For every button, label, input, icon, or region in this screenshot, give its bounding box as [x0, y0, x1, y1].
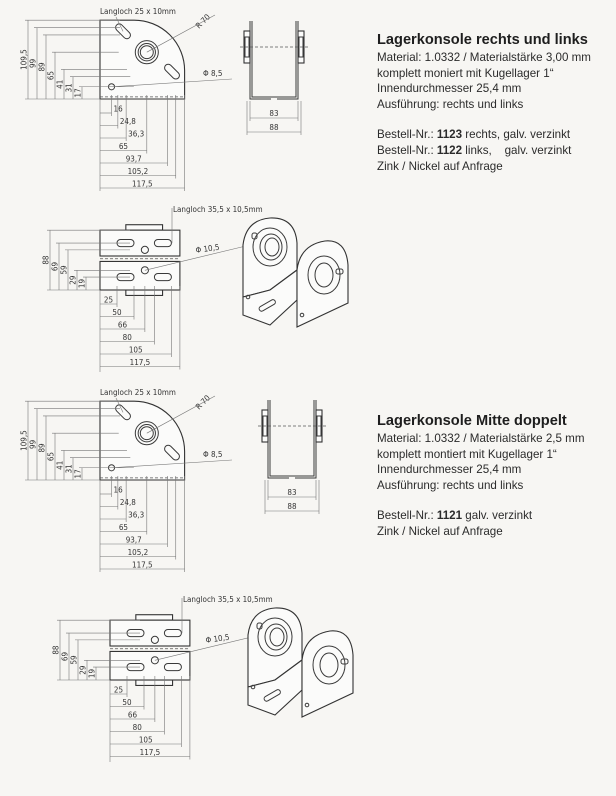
bottom-tab	[126, 290, 163, 295]
vertical-dimension-label: 69	[50, 261, 60, 272]
vertical-dimension-label: 88	[41, 255, 51, 265]
slot-annotation: Langloch 25 x 10mm	[100, 7, 176, 16]
slot-annotation: Langloch 25 x 10mm	[100, 388, 176, 397]
front-upright	[302, 631, 353, 717]
vertical-dimension-label: 65	[46, 452, 56, 462]
finish-note: Zink / Nickel auf Anfrage	[377, 159, 503, 173]
hole-annotation: Φ 8,5	[203, 450, 223, 459]
spec-line: Material: 1.0332 / Materialstärke 3,00 mm	[377, 51, 591, 64]
order-line	[377, 143, 591, 159]
vertical-dimension-label: 41	[55, 79, 65, 89]
horizontal-dimension-label: 16	[113, 104, 123, 114]
vertical-dimension-label: 17	[73, 88, 83, 98]
vertical-dimension-label: 59	[59, 265, 69, 275]
vertical-dimension-label: 89	[37, 62, 47, 72]
horizontal-dimension-label: 66	[127, 710, 138, 720]
vertical-dimension-label: 69	[60, 651, 70, 662]
u-profile-inner	[252, 21, 296, 97]
horizontal-dimension-label: 80	[122, 333, 132, 342]
vertical-dimension-label: 31	[64, 464, 74, 474]
width-dimension-label: 83	[287, 488, 297, 497]
horizontal-dimension-label: 117,5	[131, 179, 153, 189]
horizontal-dimension-label: 66	[117, 320, 128, 330]
horizontal-dimension-label: 117,5	[131, 560, 153, 570]
order-number: 1121	[436, 509, 463, 523]
spec-line: Material: 1.0332 / Materialstärke 2,5 mm	[377, 432, 585, 445]
order-number: 1122	[436, 143, 463, 157]
horizontal-dimension-label: 24,8	[119, 498, 136, 507]
hole-annotation: Φ 8,5	[203, 69, 223, 78]
horizontal-dimension-label: 93,7	[125, 154, 142, 164]
radius-annotation: R 70	[194, 12, 213, 31]
slot-annotation: Langloch 35,5 x 10,5mm	[173, 205, 263, 214]
section-2-text	[377, 412, 584, 540]
order-prefix: Bestell-Nr.:	[377, 128, 437, 142]
isometric-bracket-view	[248, 608, 353, 717]
vertical-dimension-label: 109,5	[19, 430, 29, 451]
width-dimension-label: 88	[287, 502, 297, 511]
horizontal-dimension-label: 24,8	[119, 117, 136, 126]
product-title: Lagerkonsole Mitte doppelt	[377, 413, 567, 429]
horizontal-dimension-label: 117,5	[129, 358, 151, 367]
horizontal-dimension-label: 65	[118, 523, 128, 532]
front-upright	[297, 241, 348, 327]
horizontal-dimension-label: 117,5	[139, 748, 161, 757]
corner-plate-view	[20, 7, 233, 191]
u-profile	[250, 21, 298, 99]
vertical-dimension-label: 29	[68, 275, 78, 285]
u-profile	[268, 400, 316, 478]
vertical-dimension-label: 59	[69, 655, 79, 665]
order-prefix: Bestell-Nr.:	[377, 143, 437, 157]
radius-annotation: R 70	[194, 393, 213, 412]
vertical-dimension-label: 41	[55, 460, 65, 470]
horizontal-dimension-label: 105,2	[127, 167, 149, 176]
order-line	[377, 127, 591, 143]
vertical-dimension-label: 19	[87, 668, 97, 679]
vertical-dimension-label: 89	[37, 443, 47, 453]
spec-line: komplett montiert mit Kugellager 1“	[377, 447, 557, 461]
spec-line: Innendurchmesser 25,4 mm	[377, 463, 522, 477]
order-line	[377, 508, 584, 524]
horizontal-dimension-label: 105,2	[127, 548, 149, 557]
horizontal-dimension-label: 105	[138, 735, 153, 745]
horizontal-dimension-label: 105	[128, 345, 143, 355]
vertical-dimension-label: 17	[73, 469, 83, 479]
side-view	[240, 21, 308, 135]
top-tab	[136, 615, 173, 620]
isometric-bracket-view	[243, 218, 348, 327]
horizontal-dimension-label: 36,3	[128, 129, 145, 139]
slot-annotation: Langloch 35,5 x 10,5mm	[183, 595, 273, 604]
order-prefix: Bestell-Nr.:	[377, 509, 437, 523]
horizontal-dimension-label: 36,3	[128, 510, 145, 520]
spec-line: Innendurchmesser 25,4 mm	[377, 82, 522, 96]
horizontal-dimension-label: 65	[118, 142, 128, 151]
vertical-dimension-label: 109,5	[19, 49, 29, 70]
vertical-dimension-label: 65	[46, 71, 56, 81]
hole-annotation: Φ 10,5	[195, 242, 221, 255]
lower-flange	[110, 651, 190, 680]
horizontal-dimension-label: 25	[103, 295, 114, 305]
horizontal-dimension-label: 50	[122, 698, 132, 707]
vertical-dimension-label: 99	[28, 439, 38, 449]
vertical-dimension-label: 31	[64, 83, 74, 93]
u-bracket-view	[52, 595, 273, 762]
spec-line: komplett moniert mit Kugellager 1“	[377, 66, 554, 80]
u-bracket-view	[42, 205, 263, 372]
side-view	[258, 400, 326, 514]
vertical-dimension-label: 19	[77, 278, 87, 289]
product-title: Lagerkonsole rechts und links	[377, 32, 588, 48]
horizontal-dimension-label: 50	[112, 308, 122, 317]
vertical-dimension-label: 88	[51, 645, 61, 655]
horizontal-dimension-label: 80	[132, 723, 142, 732]
vertical-dimension-label: 99	[28, 58, 38, 68]
vertical-dimension-label: 29	[78, 665, 88, 675]
width-dimension-label: 88	[269, 123, 279, 132]
horizontal-dimension-label: 16	[113, 485, 123, 495]
order-suffix: links, galv. verzinkt	[462, 143, 572, 157]
width-dimension-label: 83	[269, 109, 279, 118]
order-number: 1123	[436, 128, 463, 142]
hole-annotation: Φ 10,5	[205, 632, 231, 645]
finish-note: Zink / Nickel auf Anfrage	[377, 524, 503, 538]
spec-line: Ausführung: rechts und links	[377, 97, 524, 111]
lower-flange	[100, 261, 180, 290]
order-suffix: galv. verzinkt	[462, 509, 533, 523]
horizontal-dimension-label: 93,7	[125, 535, 142, 545]
section-1-text	[377, 31, 591, 174]
order-suffix: rechts, galv. verzinkt	[462, 128, 571, 142]
top-tab	[126, 225, 163, 230]
corner-plate-view	[20, 388, 233, 572]
bottom-tab	[136, 680, 173, 685]
u-profile-inner	[270, 400, 314, 476]
spec-line: Ausführung: rechts und links	[377, 478, 524, 492]
horizontal-dimension-label: 25	[113, 685, 124, 695]
